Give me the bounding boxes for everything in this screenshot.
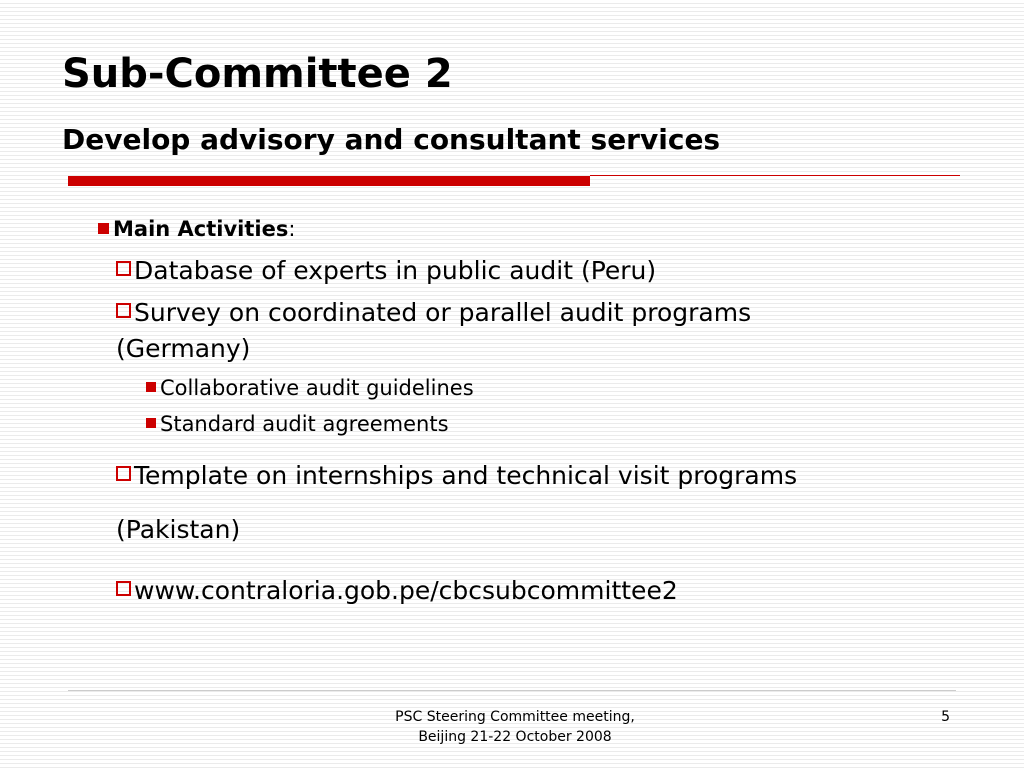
item-text: Standard audit agreements [160,412,449,436]
sub-bullet-collaborative [146,375,474,401]
slide-subtitle: Develop advisory and consultant services [62,123,721,156]
bullet-database-experts [116,256,656,286]
hollow-square-bullet-icon [116,261,131,276]
item-text: Template on internships and technical visit programs [134,461,798,490]
bullet-website-link [116,576,678,606]
filled-square-bullet-icon [98,223,109,234]
hollow-square-bullet-icon [116,581,131,596]
website-url[interactable]: www.contraloria.gob.pe/cbcsubcommittee2 [134,576,678,605]
item-text: Collaborative audit guidelines [160,376,474,400]
item-text: Database of experts in public audit (Peru) [134,256,657,285]
bullet-main-activities [98,216,295,242]
footer-line-2: Beijing 21-22 October 2008 [418,729,612,745]
sub-bullet-standard [146,411,449,437]
item-text: Survey on coordinated or parallel audit programs [134,298,752,327]
bullet-template-continuation [116,515,240,545]
filled-square-bullet-icon [146,382,156,392]
bullet-survey-coordinated [116,298,751,328]
bullet-survey-continuation [116,334,250,364]
hollow-square-bullet-icon [116,466,131,481]
footer-line-1: PSC Steering Committee meeting, [395,709,635,725]
hollow-square-bullet-icon [116,303,131,318]
slide-title: Sub-Committee 2 [62,51,453,97]
bullet-template-internships [116,461,797,491]
footer-caption [300,707,730,747]
footer-divider [68,690,956,691]
page-number: 5 [941,709,950,725]
filled-square-bullet-icon [146,418,156,428]
item-text: (Pakistan) [116,515,241,544]
item-text: (Germany) [116,334,251,363]
main-activities-label: Main Activities [113,217,289,241]
main-activities-colon: : [288,217,296,241]
